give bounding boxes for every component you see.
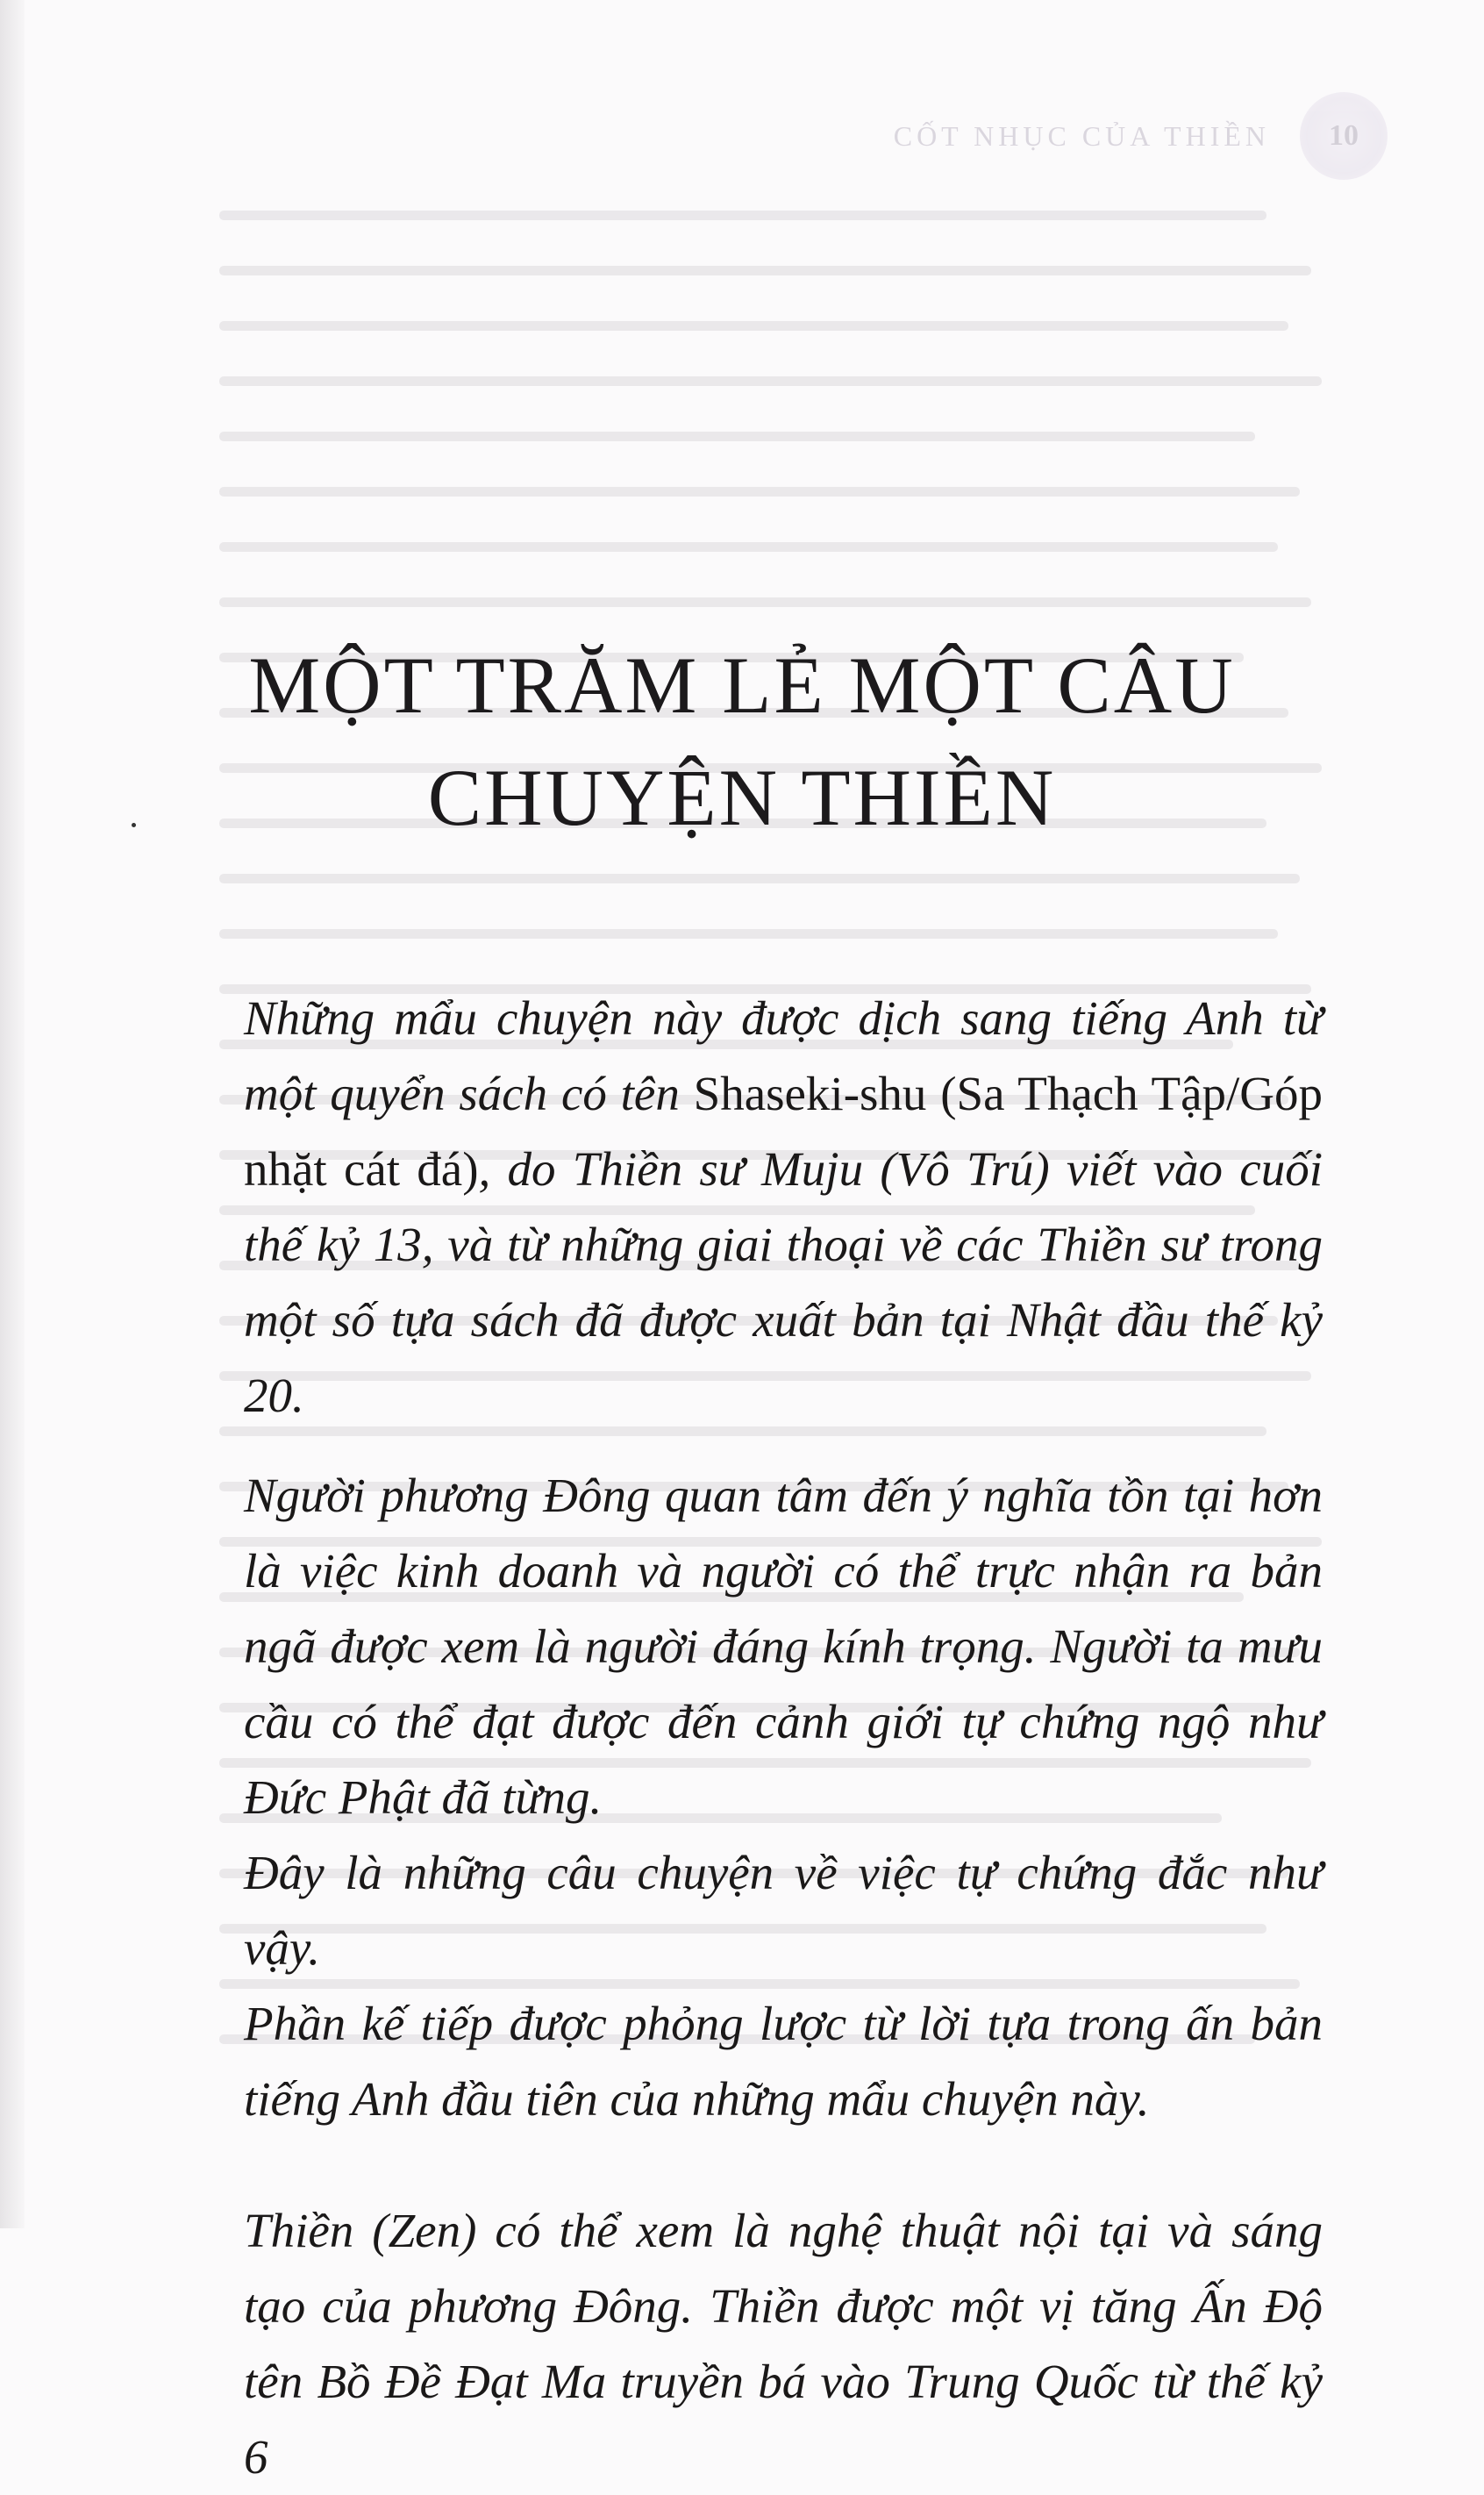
page-header (894, 88, 1388, 184)
intro-p1-text-b: , do Thiền sư Muju (Vô Trú) viết vào cuối thế kỷ 13, và từ những giai thoại về các Thiền sư trong một số tựa sách đã được xuất bản tại Nhật đầu thế kỷ 20. (244, 1142, 1323, 1422)
chapter-title-line-1: MỘT TRĂM LẺ MỘT CÂU (248, 640, 1236, 730)
chapter-title (0, 629, 1484, 854)
intro-paragraph-3: Đây là những câu chuyện về việc tự chứng đắc như vậy. (244, 1846, 1323, 1975)
book-title: Shaseki-shu (Sa Thạch Tập/Góp nhặt cát đá) (244, 1067, 1323, 1196)
running-title: CỐT NHỤC CỦA THIỀN (893, 119, 1270, 152)
page-number: 10 (1300, 92, 1388, 180)
intro-p1-text-a: Những mẩu chuyện này được dịch sang tiếng Anh từ một quyển sách có tên (244, 991, 1323, 1120)
page-edge (0, 0, 25, 2228)
body-text (244, 981, 1323, 2495)
body-paragraph-1: Thiền (Zen) có thể xem là nghệ thuật nội tại và sáng tạo của phương Đông. Thiền được một vị tăng Ấn Độ tên Bồ Đề Đạt Ma truyền bá vào Trung Quốc từ thế kỷ 6 (244, 2204, 1323, 2484)
intro-paragraph-4: Phần kế tiếp được phỏng lược từ lời tựa trong ấn bản tiếng Anh đầu tiên của những mẩu chuyện này. (244, 1997, 1323, 2126)
chapter-title-line-2: CHUYỆN THIỀN (427, 752, 1057, 842)
intro-paragraph-1 (244, 981, 1323, 1433)
intro-paragraph-2: Người phương Đông quan tâm đến ý nghĩa tồn tại hơn là việc kinh doanh và người có thể trực nhận ra bản ngã được xem là người đáng kính trọng. Người ta mưu cầu có thể đạt được đến cảnh giới tự chứng ngộ như Đức Phật đã từng. (244, 1469, 1323, 1824)
